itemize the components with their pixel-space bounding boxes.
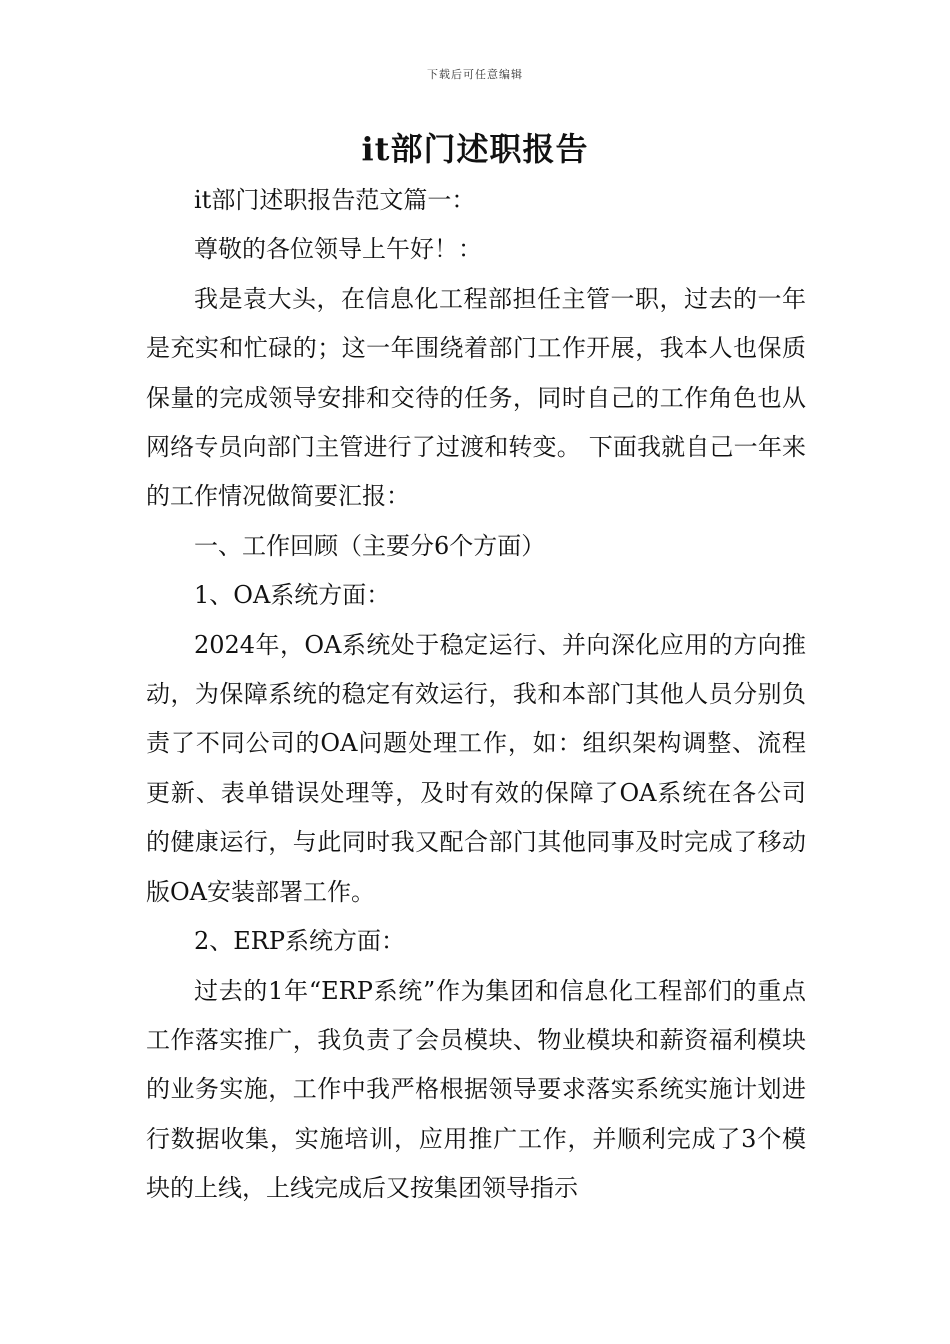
paragraph-erp: 过去的1年“ERP系统”作为集团和信息化工程部们的重点工作落实推广，我负责了会员模块、物业模块和薪资福利模块的业务实施，工作中我严格根据领导要求落实系统实施计划进行数据收集，实施培训，应用推广工作，并顺利完成了3个模块的上线，上线完成后又按集团领导指示 bbox=[146, 976, 806, 1203]
paragraph-oa: 2024年，OA系统处于稳定运行、并向深化应用的方向推动，为保障系统的稳定有效运行，我和本部门其他人员分别负责了不同公司的OA问题处理工作，如：组织架构调整、流程更新、表单错误处理等，及时有效的保障了OA系统在各公司的健康运行，与此同时我又配合部门其他同事及时完成了移动版OA安装部署工作。 bbox=[146, 630, 806, 906]
document-body bbox=[146, 176, 806, 1214]
paragraph-subtitle: it部门述职报告范文篇一： bbox=[194, 186, 476, 214]
header-note: 下载后可任意编辑 bbox=[427, 68, 523, 81]
paragraph-greeting: 尊敬的各位领导上午好！： bbox=[194, 235, 482, 264]
subsection-heading-erp: 2、ERP系统方面： bbox=[194, 927, 406, 956]
document-title: it部门述职报告 bbox=[361, 130, 589, 168]
paragraph-intro: 我是袁大头，在信息化工程部担任主管一职，过去的一年是充实和忙碌的；这一年围绕着部门工作开展，我本人也保质保量的完成领导安排和交待的任务，同时自己的工作角色也从网络专员向部门主管进行了过渡和转变。 下面我就自己一年来的工作情况做简要汇报： bbox=[146, 284, 806, 511]
subsection-heading-oa: 1、OA系统方面： bbox=[194, 581, 391, 610]
section-heading-review: 一、工作回顾（主要分6个方面） bbox=[194, 531, 546, 560]
